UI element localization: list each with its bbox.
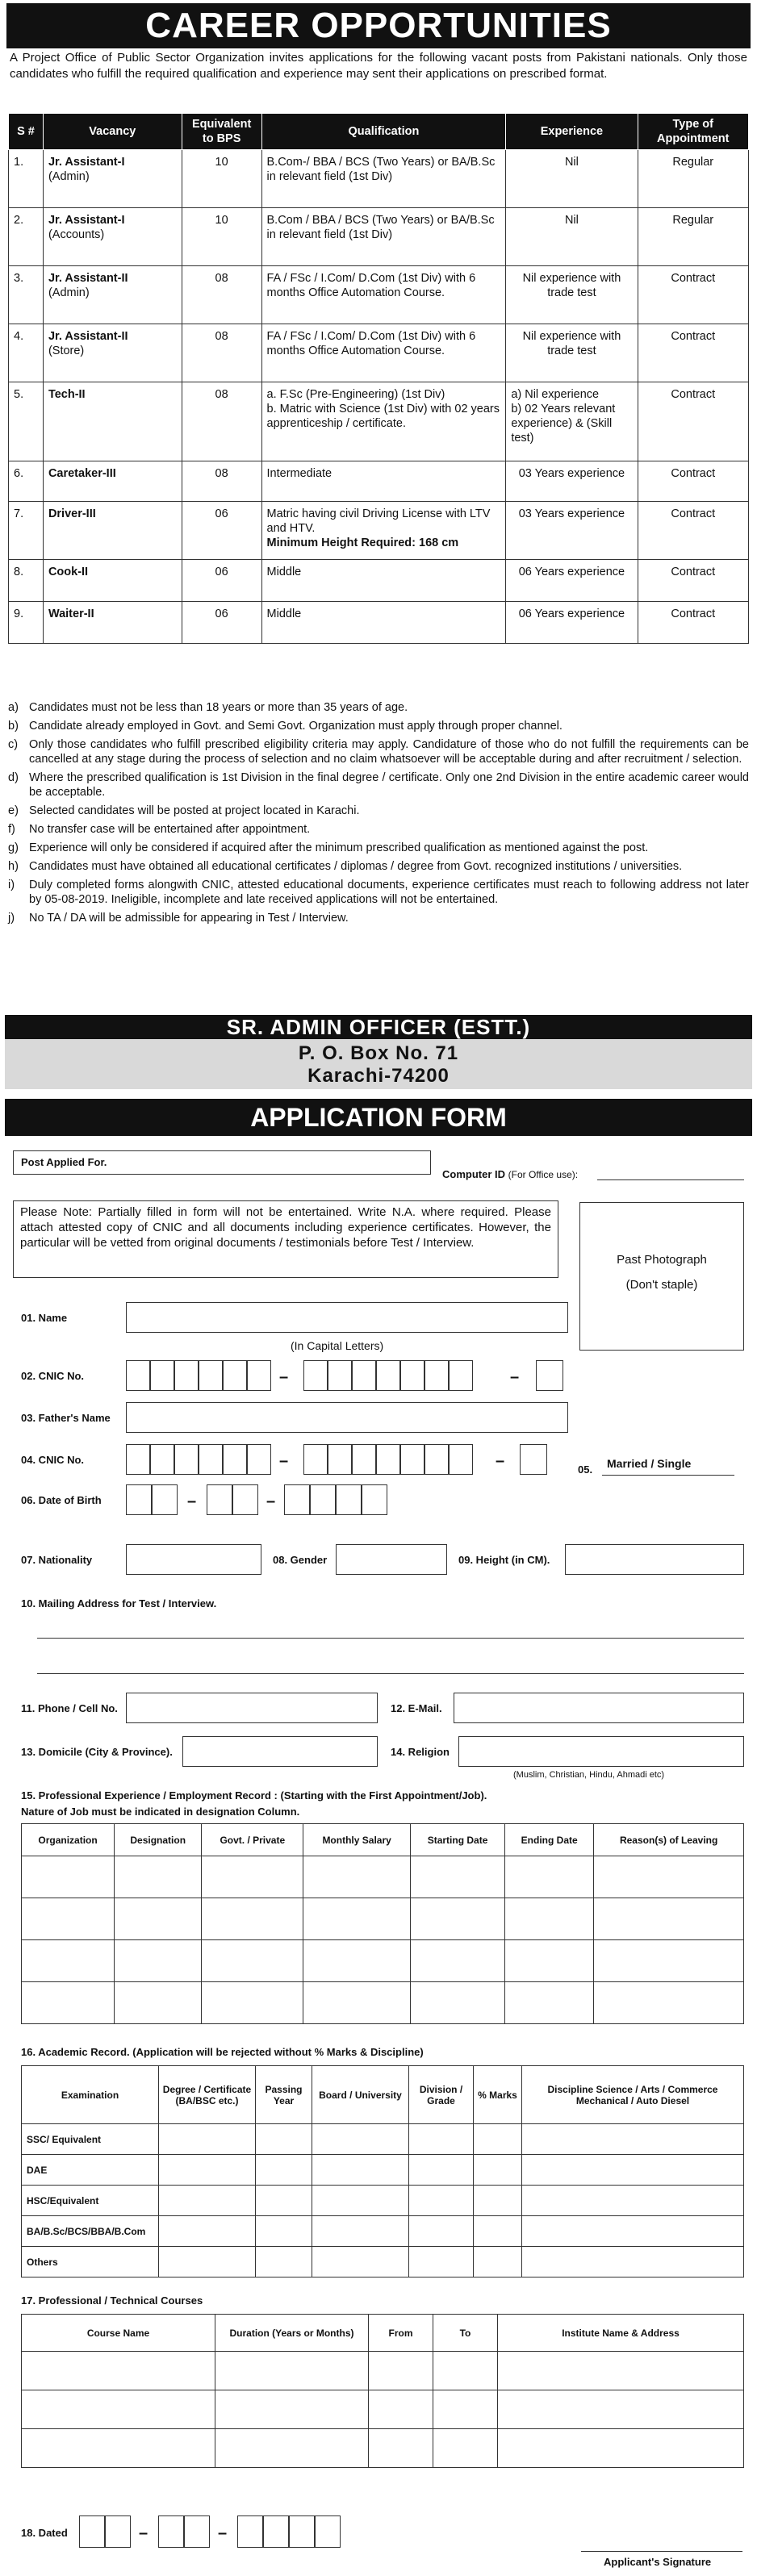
bps: 10 <box>182 150 261 208</box>
dob-month-box[interactable] <box>207 1484 232 1515</box>
father-cnic-digit-box[interactable] <box>303 1444 328 1475</box>
signature-label: Applicant's Signature <box>604 2556 712 2568</box>
instruction-item <box>8 770 749 800</box>
father-cnic-digit-box[interactable] <box>174 1444 199 1475</box>
instruction-letter: g) <box>8 841 19 854</box>
sn: 6. <box>9 461 44 502</box>
father-name-label: 03. Father's Name <box>21 1412 111 1424</box>
father-cnic-digit-box[interactable] <box>328 1444 352 1475</box>
col-sn: S # <box>9 114 44 150</box>
exp-col: Organization <box>22 1824 115 1856</box>
post-title: Driver-III <box>48 507 96 520</box>
instruction-letter: c) <box>8 738 19 751</box>
appointment-type: Contract <box>638 560 748 602</box>
acad-col: Degree / Certificate (BA/BSC etc.) <box>159 2066 256 2124</box>
experience-row[interactable] <box>22 1856 744 1898</box>
cnic-digit-box[interactable] <box>247 1360 271 1391</box>
sn: 3. <box>9 266 44 324</box>
qualification: B.Com / BBA / BCS (Two Years) or BA/B.Sc in relevant field (1st Div) <box>261 208 506 266</box>
cnic-dash: – <box>510 1368 520 1386</box>
sn: 7. <box>9 502 44 560</box>
appointment-type: Contract <box>638 266 748 324</box>
course-col: To <box>433 2315 498 2352</box>
vacancy-row <box>9 560 749 602</box>
qualification-option-b: b. Matric with Science (1st Div) with 02 years apprenticeship / certificate. <box>266 403 500 430</box>
instruction-item <box>8 859 749 874</box>
post-sub: (Admin) <box>48 170 90 183</box>
academic-row[interactable] <box>22 2155 744 2186</box>
page-title: CAREER OPPORTUNITIES <box>6 3 751 48</box>
bps: 06 <box>182 560 261 602</box>
course-row[interactable] <box>22 2352 744 2390</box>
capital-letters-hint: (In Capital Letters) <box>291 1339 384 1352</box>
instruction-text: Selected candidates will be posted at project located in Karachi. <box>29 804 360 817</box>
sn: 2. <box>9 208 44 266</box>
post-sub: (Store) <box>48 344 85 357</box>
academic-header-row <box>22 2066 744 2124</box>
date-year-box[interactable] <box>289 2515 315 2548</box>
post-sub: (Accounts) <box>48 228 105 241</box>
exp-col: Starting Date <box>411 1824 505 1856</box>
date-month-box[interactable] <box>184 2515 210 2548</box>
bps: 08 <box>182 266 261 324</box>
instruction-text: Candidates must not be less than 18 years or more than 35 years of age. <box>29 701 408 714</box>
sn: 1. <box>9 150 44 208</box>
appointment-type: Contract <box>638 382 748 461</box>
post-applied-label: Post Applied For. <box>21 1156 107 1168</box>
instruction-text: Candidate already employed in Govt. and Semi Govt. Organization must apply through proper channel. <box>29 720 563 733</box>
experience-row[interactable] <box>22 1898 744 1940</box>
post-title: Caretaker-III <box>48 467 116 480</box>
religion-field[interactable] <box>458 1736 744 1767</box>
dob-day-box[interactable] <box>152 1484 178 1515</box>
experience-record-note: Nature of Job must be indicated in designation Column. <box>21 1806 300 1818</box>
post-title: Jr. Assistant-II <box>48 330 128 343</box>
experience: 03 Years experience <box>506 502 638 560</box>
city: Karachi-74200 <box>307 1065 450 1087</box>
father-cnic-digit-box[interactable] <box>376 1444 400 1475</box>
email-field[interactable] <box>454 1693 744 1723</box>
acad-col: Examination <box>22 2066 159 2124</box>
father-cnic-digit-box[interactable] <box>520 1444 547 1475</box>
photo-label: Past Photograph <box>617 1253 707 1267</box>
qualification: B.Com-/ BBA / BCS (Two Years) or BA/B.Sc in relevant field (1st Div) <box>261 150 506 208</box>
form-title: APPLICATION FORM <box>5 1099 752 1136</box>
courses-label: 17. Professional / Technical Courses <box>21 2294 203 2307</box>
cnic-digit-box[interactable] <box>328 1360 352 1391</box>
computer-id-text: Computer ID <box>442 1168 505 1180</box>
col-bps: Equivalent to BPS <box>182 114 261 150</box>
col-experience: Experience <box>506 114 638 150</box>
experience: Nil <box>506 208 638 266</box>
experience: Nil experience with trade test <box>506 266 638 324</box>
appointment-type: Regular <box>638 208 748 266</box>
cnic-digit-box[interactable] <box>174 1360 199 1391</box>
experience-option-a: a) Nil experience <box>511 388 600 401</box>
qualification-option-a: a. F.Sc (Pre-Engineering) (1st Div) <box>266 388 445 401</box>
height-field[interactable] <box>565 1544 744 1575</box>
academic-table <box>21 2065 744 2277</box>
dob-label: 06. Date of Birth <box>21 1494 102 1506</box>
vacancy-name <box>43 208 182 266</box>
experience: 03 Years experience <box>506 461 638 502</box>
instruction-item <box>8 878 749 907</box>
exam-name: DAE <box>22 2155 159 2186</box>
sn: 4. <box>9 324 44 382</box>
exam-name: BA/B.Sc/BCS/BBA/B.Com <box>22 2216 159 2247</box>
dob-dash: – <box>266 1493 276 1510</box>
academic-record-label: 16. Academic Record. (Application will be rejected without % Marks & Discipline) <box>21 2046 424 2058</box>
experience-option-b: b) 02 Years relevant experience) & (Skill test) <box>511 403 616 445</box>
bps: 08 <box>182 324 261 382</box>
cnic-digit-box[interactable] <box>223 1360 247 1391</box>
dob-month-box[interactable] <box>232 1484 258 1515</box>
phone-field[interactable] <box>126 1693 378 1723</box>
post-title: Tech-II <box>48 388 86 401</box>
dated-label: 18. Dated <box>21 2527 68 2539</box>
qualification: FA / FSc / I.Com/ D.Com (1st Div) with 6 months Office Automation Course. <box>261 266 506 324</box>
vacancy-name <box>43 324 182 382</box>
instruction-text: Candidates must have obtained all educational certificates / diplomas / degree from Govt. recognized institutions / universities. <box>29 860 683 873</box>
domicile-label: 13. Domicile (City & Province). <box>21 1746 173 1758</box>
vacancy-name <box>43 150 182 208</box>
dob-year-box[interactable] <box>362 1484 387 1515</box>
qualification: Intermediate <box>261 461 506 502</box>
col-vacancy: Vacancy <box>43 114 182 150</box>
cnic-digit-box[interactable] <box>449 1360 473 1391</box>
bps: 06 <box>182 602 261 644</box>
address-label: 10. Mailing Address for Test / Interview. <box>21 1597 217 1609</box>
father-cnic-label: 04. CNIC No. <box>21 1454 85 1466</box>
cnic-label: 02. CNIC No. <box>21 1370 85 1382</box>
col-qualification: Qualification <box>261 114 506 150</box>
cnic-dash: – <box>496 1452 505 1470</box>
experience: 06 Years experience <box>506 560 638 602</box>
exp-col: Reason(s) of Leaving <box>594 1824 744 1856</box>
instruction-letter: j) <box>8 912 15 925</box>
nationality-label: 07. Nationality <box>21 1554 93 1566</box>
instruction-item <box>8 700 749 715</box>
vacancy-row <box>9 266 749 324</box>
please-note: Please Note: Partially filled in form will not be entertained. Write N.A. where required. Please attach attested copy of CNIC and all documents including experience certificates. However, the particular will be vetted from original documents / testimonials before Test / Interview. <box>13 1200 558 1278</box>
sn: 5. <box>9 382 44 461</box>
vacancy-row <box>9 208 749 266</box>
vacancy-name <box>43 461 182 502</box>
acad-col: Discipline Science / Arts / Commerce Mechanical / Auto Diesel <box>522 2066 744 2124</box>
father-cnic-digit-box[interactable] <box>126 1444 150 1475</box>
col-type: Type of Appointment <box>638 114 748 150</box>
experience-row[interactable] <box>22 1940 744 1982</box>
date-day-box[interactable] <box>105 2515 131 2548</box>
vacancy-name <box>43 602 182 644</box>
acad-col: Board / University <box>312 2066 409 2124</box>
father-cnic-digit-box[interactable] <box>247 1444 271 1475</box>
experience <box>506 382 638 461</box>
date-year-box[interactable] <box>315 2515 341 2548</box>
name-label: 01. Name <box>21 1312 68 1324</box>
cnic-digit-box[interactable] <box>199 1360 223 1391</box>
date-dash: – <box>218 2524 228 2542</box>
post-title: Cook-II <box>48 566 89 578</box>
instruction-item <box>8 911 749 925</box>
post-title: Jr. Assistant-II <box>48 272 128 285</box>
dob-year-box[interactable] <box>284 1484 310 1515</box>
experience: Nil experience with trade test <box>506 324 638 382</box>
course-col: Institute Name & Address <box>498 2315 744 2352</box>
courses-header-row <box>22 2315 744 2352</box>
bps: 10 <box>182 208 261 266</box>
experience-table <box>21 1823 744 2024</box>
instruction-text: Experience will only be considered if acquired after the minimum prescribed qualification as mentioned against the post. <box>29 841 649 854</box>
qualification-text: Matric having civil Driving License with LTV and HTV. <box>266 507 491 535</box>
instruction-letter: e) <box>8 804 19 817</box>
academic-row[interactable] <box>22 2124 744 2155</box>
photo-hint: (Don't staple) <box>625 1278 698 1292</box>
course-col: From <box>369 2315 433 2352</box>
instruction-letter: b) <box>8 720 19 733</box>
father-name-field[interactable] <box>126 1402 568 1433</box>
marital-label: 05. <box>578 1463 593 1476</box>
date-year-box[interactable] <box>237 2515 263 2548</box>
bps: 06 <box>182 502 261 560</box>
marital-status[interactable]: Married / Single <box>607 1457 692 1470</box>
sn: 8. <box>9 560 44 602</box>
instructions-list <box>8 700 749 929</box>
intro-text: A Project Office of Public Sector Organization invites applications for the following vacant posts from Pakistani nationals. Only those candidates who fulfill the required qualification and experience may sent their applications on prescribed format. <box>10 51 747 81</box>
vacancy-row <box>9 461 749 502</box>
experience: 06 Years experience <box>506 602 638 644</box>
cnic-digit-box[interactable] <box>400 1360 425 1391</box>
course-row[interactable] <box>22 2429 744 2468</box>
computer-id-note: (For Office use): <box>508 1169 579 1180</box>
acad-col: % Marks <box>474 2066 522 2124</box>
appointment-type: Contract <box>638 324 748 382</box>
email-label: 12. E-Mail. <box>391 1702 442 1714</box>
nationality-field[interactable] <box>126 1544 261 1575</box>
bps: 08 <box>182 461 261 502</box>
instruction-text: Only those candidates who fulfill prescribed eligibility criteria may apply. Candidature of those who do not fulfill the requirements can be cancelled at any stage during the process of selection and no claim whatsoever will be acceptable during and after recruitment / selection. <box>29 738 749 766</box>
religion-label: 14. Religion <box>391 1746 450 1758</box>
qualification: Middle <box>261 560 506 602</box>
vacancy-header-row <box>9 114 749 150</box>
dob-day-box[interactable] <box>126 1484 152 1515</box>
instruction-item <box>8 841 749 855</box>
cnic-digit-box[interactable] <box>150 1360 174 1391</box>
cnic-digit-box[interactable] <box>303 1360 328 1391</box>
instruction-item <box>8 804 749 818</box>
qualification: FA / FSc / I.Com/ D.Com (1st Div) with 6 months Office Automation Course. <box>261 324 506 382</box>
vacancy-name <box>43 560 182 602</box>
cnic-digit-box[interactable] <box>425 1360 449 1391</box>
address-line-2[interactable] <box>37 1673 744 1674</box>
vacancy-name <box>43 382 182 461</box>
post-title: Waiter-II <box>48 607 94 620</box>
father-cnic-digit-box[interactable] <box>352 1444 376 1475</box>
academic-row[interactable] <box>22 2186 744 2216</box>
po-box: P. O. Box No. 71 <box>298 1042 459 1064</box>
computer-id-label <box>442 1168 578 1180</box>
marital-underline <box>602 1475 734 1476</box>
cnic-digit-box[interactable] <box>536 1360 563 1391</box>
minimum-height: Minimum Height Required: 168 cm <box>266 536 459 549</box>
exam-name: HSC/Equivalent <box>22 2186 159 2216</box>
qualification <box>261 502 506 560</box>
exam-name: Others <box>22 2247 159 2277</box>
instruction-text: Where the prescribed qualification is 1st Division in the final degree / certificate. Only one 2nd Division in the entire academic career would be acceptable. <box>29 771 749 799</box>
instruction-item <box>8 822 749 837</box>
exp-col: Ending Date <box>505 1824 594 1856</box>
vacancy-row <box>9 150 749 208</box>
father-cnic-digit-box[interactable] <box>150 1444 174 1475</box>
academic-row[interactable] <box>22 2247 744 2277</box>
dob-dash: – <box>187 1493 197 1510</box>
vacancy-row <box>9 324 749 382</box>
exp-col: Designation <box>115 1824 202 1856</box>
courses-table <box>21 2314 744 2468</box>
vacancy-row <box>9 502 749 560</box>
vacancy-name <box>43 502 182 560</box>
vacancy-row <box>9 602 749 644</box>
postal-address <box>5 1039 752 1089</box>
date-year-box[interactable] <box>263 2515 289 2548</box>
phone-label: 11. Phone / Cell No. <box>21 1702 118 1714</box>
father-cnic-digit-box[interactable] <box>400 1444 425 1475</box>
date-dash: – <box>139 2524 148 2542</box>
dob-year-box[interactable] <box>336 1484 362 1515</box>
photo-box <box>579 1202 744 1351</box>
cnic-dash: – <box>279 1452 289 1470</box>
course-col: Course Name <box>22 2315 215 2352</box>
religion-hint: (Muslim, Christian, Hindu, Ahmadi etc) <box>513 1770 665 1780</box>
bps: 08 <box>182 382 261 461</box>
gender-label: 08. Gender <box>273 1554 328 1566</box>
exp-col: Govt. / Private <box>202 1824 303 1856</box>
post-sub: (Admin) <box>48 286 90 299</box>
officer-title: SR. ADMIN OFFICER (ESTT.) <box>5 1015 752 1039</box>
cnic-digit-box[interactable] <box>376 1360 400 1391</box>
dob-year-box[interactable] <box>310 1484 336 1515</box>
instruction-letter: h) <box>8 860 19 873</box>
name-field[interactable] <box>126 1302 568 1333</box>
course-col: Duration (Years or Months) <box>215 2315 369 2352</box>
exam-name: SSC/ Equivalent <box>22 2124 159 2155</box>
appointment-type: Contract <box>638 502 748 560</box>
date-day-box[interactable] <box>79 2515 105 2548</box>
instruction-text: No transfer case will be entertained after appointment. <box>29 823 311 836</box>
instruction-text: No TA / DA will be admissible for appearing in Test / Interview. <box>29 912 349 925</box>
qualification: Middle <box>261 602 506 644</box>
qualification <box>261 382 506 461</box>
vacancy-table <box>8 113 749 644</box>
experience-record-label: 15. Professional Experience / Employment Record : (Starting with the First Appointment/Job). <box>21 1789 487 1802</box>
date-month-box[interactable] <box>158 2515 184 2548</box>
father-cnic-digit-box[interactable] <box>425 1444 449 1475</box>
vacancy-row <box>9 382 749 461</box>
acad-col: Division / Grade <box>409 2066 474 2124</box>
appointment-type: Regular <box>638 150 748 208</box>
cnic-digit-box[interactable] <box>352 1360 376 1391</box>
appointment-type: Contract <box>638 461 748 502</box>
father-cnic-digit-box[interactable] <box>223 1444 247 1475</box>
height-label: 09. Height (in CM). <box>458 1554 550 1566</box>
cnic-dash: – <box>279 1368 289 1386</box>
experience-header-row <box>22 1824 744 1856</box>
instruction-letter: a) <box>8 701 19 714</box>
vacancy-name <box>43 266 182 324</box>
instruction-letter: d) <box>8 771 19 784</box>
academic-row[interactable] <box>22 2216 744 2247</box>
gender-field[interactable] <box>336 1544 447 1575</box>
appointment-type: Contract <box>638 602 748 644</box>
sn: 9. <box>9 602 44 644</box>
cnic-digit-box[interactable] <box>126 1360 150 1391</box>
instruction-text: Duly completed forms alongwith CNIC, attested educational documents, experience certificates must reach to following address not later by 05-08-2019. Ineligible, incomplete and late received applications will not be entertained. <box>29 879 749 906</box>
experience: Nil <box>506 150 638 208</box>
experience-row[interactable] <box>22 1982 744 2024</box>
computer-id-field[interactable] <box>597 1179 744 1180</box>
father-cnic-digit-box[interactable] <box>199 1444 223 1475</box>
instruction-letter: i) <box>8 879 15 891</box>
instruction-item <box>8 737 749 766</box>
exp-col: Monthly Salary <box>303 1824 411 1856</box>
signature-line[interactable] <box>581 2551 742 2552</box>
acad-col: Passing Year <box>256 2066 312 2124</box>
father-cnic-digit-box[interactable] <box>449 1444 473 1475</box>
course-row[interactable] <box>22 2390 744 2429</box>
instruction-item <box>8 719 749 733</box>
domicile-field[interactable] <box>182 1736 378 1767</box>
post-title: Jr. Assistant-I <box>48 214 125 227</box>
address-line-1[interactable] <box>37 1638 744 1639</box>
instruction-letter: f) <box>8 823 15 836</box>
post-title: Jr. Assistant-I <box>48 156 125 169</box>
